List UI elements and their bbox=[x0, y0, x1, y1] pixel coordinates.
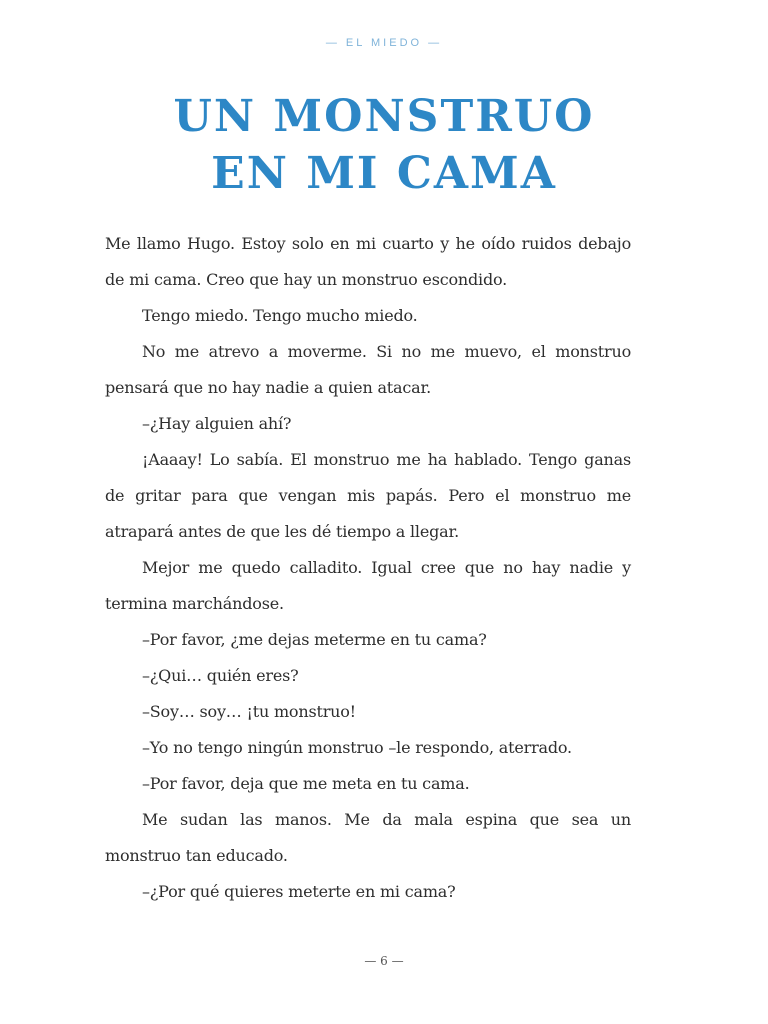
paragraph: –¿Qui… quién eres? bbox=[142, 666, 299, 685]
chapter-title bbox=[0, 88, 768, 202]
paragraph: –Soy… soy… ¡tu monstruo! bbox=[142, 702, 356, 721]
paragraph: Me sudan las manos. Me da mala espina que sea un monstruo tan educado. bbox=[105, 810, 631, 865]
chapter-title-line-2: EN MI CAMA bbox=[211, 148, 557, 199]
page-number: — 6 — bbox=[364, 954, 404, 968]
paragraph: –¿Por qué quieres meterte en mi cama? bbox=[142, 882, 456, 901]
chapter-title-line-1: UN MONSTRUO bbox=[173, 91, 595, 142]
paragraph: Me llamo Hugo. Estoy solo en mi cuarto y he oído ruidos debajo de mi cama. Creo que hay un monstruo escondido. bbox=[105, 234, 631, 289]
paragraph: –Yo no tengo ningún monstruo –le respondo, aterrado. bbox=[142, 738, 572, 757]
running-header: — EL MIEDO — bbox=[325, 37, 443, 49]
paragraph: –Por favor, ¿me dejas meterme en tu cama? bbox=[142, 630, 487, 649]
paragraph: Mejor me quedo calladito. Igual cree que no hay nadie y termina marchándose. bbox=[105, 558, 631, 613]
paragraph: –¿Hay alguien ahí? bbox=[142, 414, 292, 433]
paragraph: Tengo miedo. Tengo mucho miedo. bbox=[142, 306, 418, 325]
paragraph: No me atrevo a moverme. Si no me muevo, el monstruo pensará que no hay nadie a quien atacar. bbox=[105, 342, 631, 397]
chapter-body bbox=[105, 226, 631, 910]
paragraph: –Por favor, deja que me meta en tu cama. bbox=[142, 774, 470, 793]
paragraph: ¡Aaaay! Lo sabía. El monstruo me ha hablado. Tengo ganas de gritar para que vengan mis papás. Pero el monstruo me atrapará antes de que les dé tiempo a llegar. bbox=[105, 450, 631, 541]
